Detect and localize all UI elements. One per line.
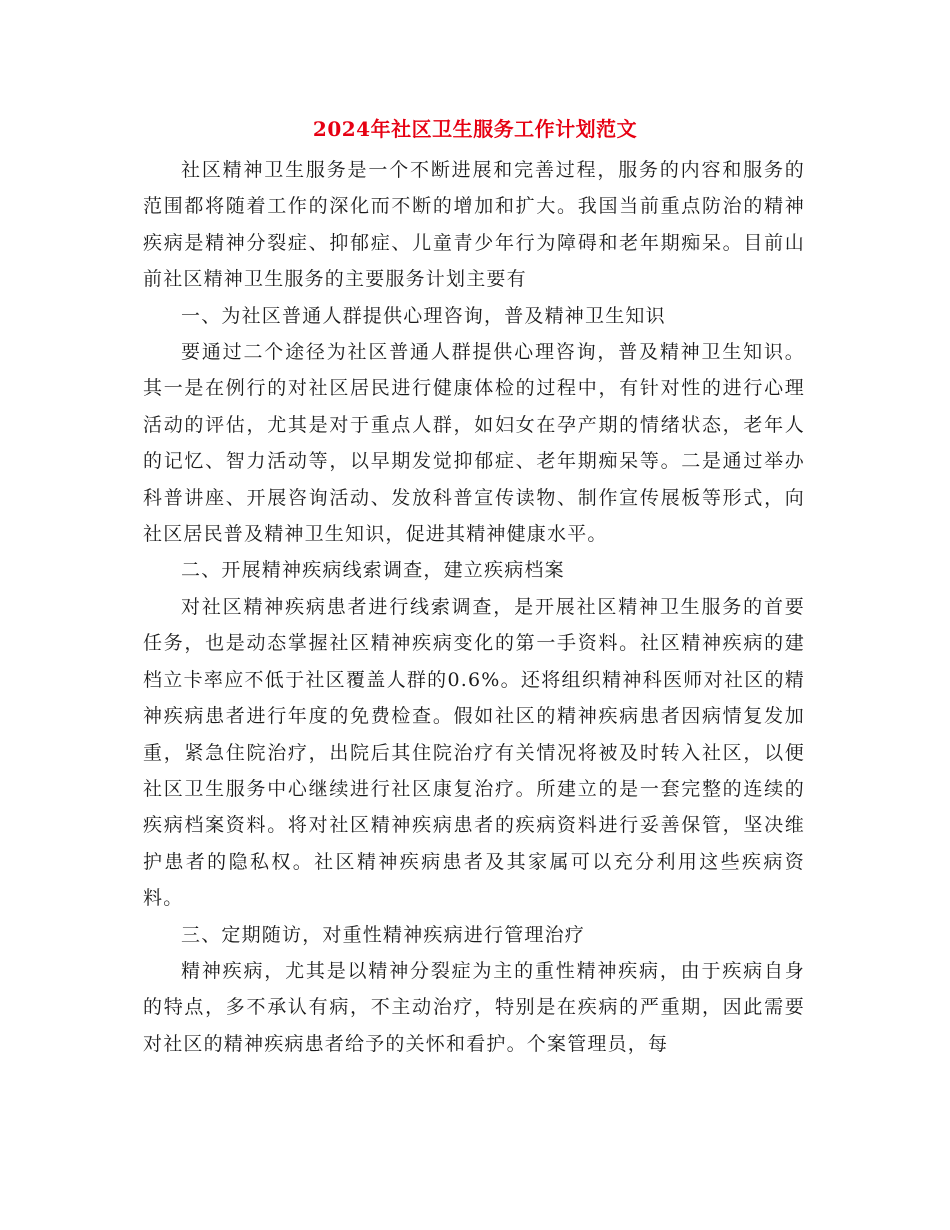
- intro-paragraph: 社区精神卫生服务是一个不断进展和完善过程，服务的内容和服务的范围都将随着工作的深化而不断的增加和扩大。我国当前重点防治的精神疾病是精神分裂症、抑郁症、儿童青少年行为障碍和老年期痴呆。目前山前社区精神卫生服务的主要服务计划主要有: [143, 159, 805, 291]
- section-heading-1: 一、为社区普通人群提供心理咨询，普及精神卫生知识: [181, 304, 666, 327]
- section-heading-2: 二、开展精神疾病线索调查，建立疾病档案: [181, 559, 565, 582]
- document-title: 2024年社区卫生服务工作计划范文: [312, 117, 638, 141]
- section-3-paragraph: 精神疾病，尤其是以精神分裂症为主的重性精神疾病，由于疾病自身的特点，多不承认有病，不主动治疗，特别是在疾病的严重期，因此需要对社区的精神疾病患者给予的关怀和看护。个案管理员，每: [143, 959, 805, 1055]
- section-2-paragraph: 对社区精神疾病患者进行线索调查，是开展社区精神卫生服务的首要任务，也是动态掌握社区精神疾病变化的第一手资料。社区精神疾病的建档立卡率应不低于社区覆盖人群的0.6%。还将组织精神科医师对社区的精神疾病患者进行年度的免费检查。假如社区的精神疾病患者因病情复发加重，紧急住院治疗，出院后其住院治疗有关情况将被及时转入社区，以便社区卫生服务中心继续进行社区康复治疗。所建立的是一套完整的连续的疾病档案资料。将对社区精神疾病患者的疾病资料进行妥善保管，坚决维护患者的隐私权。社区精神疾病患者及其家属可以充分利用这些疾病资料。: [143, 595, 805, 910]
- document-body: [143, 152, 805, 1062]
- section-heading-3: 三、定期随访，对重性精神疾病进行管理治疗: [181, 923, 586, 946]
- section-1-paragraph: 要通过二个途径为社区普通人群提供心理咨询，普及精神卫生知识。其一是在例行的对社区居民进行健康体检的过程中，有针对性的进行心理活动的评估，尤其是对于重点人群，如妇女在孕产期的情绪状态，老年人的记忆、智力活动等，以早期发觉抑郁症、老年期痴呆等。二是通过举办科普讲座、开展咨询活动、发放科普宣传读物、制作宣传展板等形式，向社区居民普及精神卫生知识，促进其精神健康水平。: [143, 341, 805, 546]
